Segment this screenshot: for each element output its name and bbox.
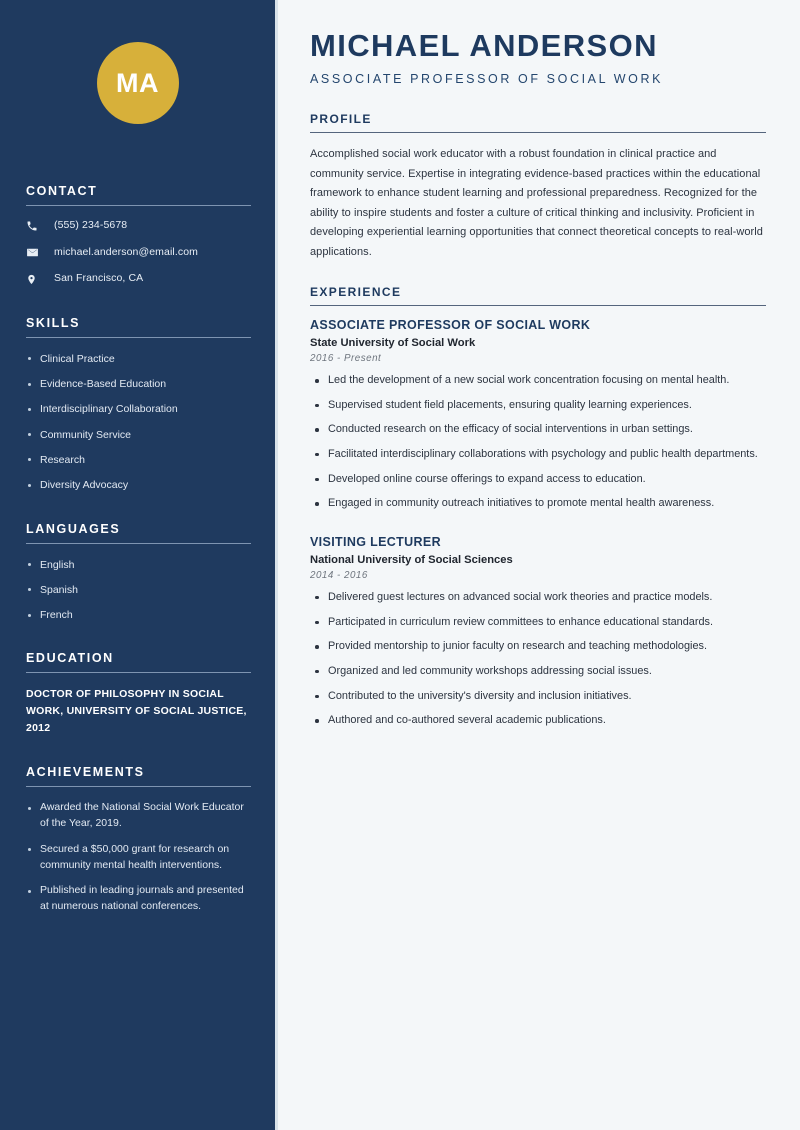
languages-section	[0, 522, 275, 624]
list-item: Research	[26, 452, 251, 468]
list-item: Led the development of a new social work concentration focusing on mental health.	[310, 372, 766, 390]
list-item: Spanish	[26, 582, 251, 598]
job-title-subtitle: ASSOCIATE PROFESSOR OF SOCIAL WORK	[310, 71, 664, 86]
sidebar	[0, 0, 278, 1130]
list-item: Organized and led community workshops addressing social issues.	[310, 663, 766, 681]
contact-location-value: San Francisco, CA	[54, 272, 144, 285]
avatar-container	[0, 0, 275, 124]
experience-entry	[310, 318, 766, 513]
experience-dates: 2014 - 2016	[310, 569, 368, 581]
experience-bullets	[310, 589, 766, 730]
list-item: Awarded the National Social Work Educator of the Year, 2019.	[26, 800, 251, 832]
profile-divider	[310, 132, 766, 134]
experience-role: VISITING LECTURER	[310, 534, 441, 549]
education-heading: EDUCATION	[26, 651, 114, 666]
list-item: Community Service	[26, 427, 251, 443]
list-item: English	[26, 557, 251, 573]
experience-entry	[310, 535, 766, 730]
list-item: Published in leading journals and presented at numerous national conferences.	[26, 883, 251, 915]
profile-section	[310, 112, 766, 263]
list-item: Authored and co-authored several academic publications.	[310, 712, 766, 730]
experience-dates: 2016 - Present	[310, 353, 382, 365]
skills-heading: SKILLS	[26, 315, 81, 330]
experience-heading: EXPERIENCE	[310, 284, 402, 299]
list-item: Secured a $50,000 grant for research on community mental health interventions.	[26, 842, 251, 874]
experience-role: ASSOCIATE PROFESSOR OF SOCIAL WORK	[310, 318, 591, 333]
education-section	[0, 651, 275, 737]
skills-divider	[26, 337, 251, 338]
contact-email-value: michael.anderson@email.com	[54, 245, 198, 258]
contact-phone-value: (555) 234-5678	[54, 219, 128, 231]
experience-bullets	[310, 372, 766, 513]
experience-divider	[310, 305, 766, 307]
achievements-list	[26, 800, 251, 915]
profile-heading: PROFILE	[310, 111, 372, 126]
list-item: Evidence-Based Education	[26, 376, 251, 392]
list-item: Engaged in community outreach initiatives to promote mental health awareness.	[310, 495, 766, 513]
skills-list	[26, 351, 251, 494]
list-item: Supervised student field placements, ensuring quality learning experiences.	[310, 397, 766, 415]
education-divider	[26, 672, 251, 673]
languages-list	[26, 557, 251, 624]
main-content	[278, 0, 800, 1130]
profile-text: Accomplished social work educator with a robust foundation in clinical practice and community service. Expertise in integrating evidence-based practices within the educational framework to enhance student learning and professional preparedness. Recognized for the ability to inspire students and foster a culture of critical thinking and inclusivity. Proficient in developing experiential learning opportunities that connect theoretical concepts to real-world applications.	[310, 148, 763, 258]
list-item: Developed online course offerings to expand access to education.	[310, 471, 766, 489]
list-item: Clinical Practice	[26, 351, 251, 367]
contact-item-location	[26, 272, 251, 286]
contact-heading: CONTACT	[26, 184, 98, 198]
list-item: Diversity Advocacy	[26, 477, 251, 493]
list-item: Facilitated interdisciplinary collaborations with psychology and public health departments.	[310, 446, 766, 464]
experience-organization: National University of Social Sciences	[310, 553, 513, 566]
experience-section	[310, 285, 766, 730]
contact-item-phone	[26, 219, 251, 233]
languages-divider	[26, 543, 251, 544]
education-entry: DOCTOR OF PHILOSOPHY IN SOCIAL WORK, UNIVERSITY OF SOCIAL JUSTICE, 2012	[26, 688, 247, 735]
experience-organization: State University of Social Work	[310, 337, 476, 350]
envelope-icon	[26, 246, 45, 259]
phone-icon	[26, 220, 45, 232]
list-item: Interdisciplinary Collaboration	[26, 401, 251, 417]
list-item: Conducted research on the efficacy of social interventions in urban settings.	[310, 421, 766, 439]
list-item: Delivered guest lectures on advanced social work theories and practice models.	[310, 589, 766, 607]
languages-heading: LANGUAGES	[26, 521, 121, 536]
location-pin-icon	[26, 273, 45, 286]
achievements-section	[0, 765, 275, 915]
contact-section	[0, 184, 275, 286]
achievements-heading: ACHIEVEMENTS	[26, 765, 145, 780]
contact-item-email	[26, 246, 251, 260]
contact-divider	[26, 205, 251, 206]
avatar-initials: MA	[97, 42, 179, 124]
skills-section	[0, 316, 275, 494]
page-title: MICHAEL ANDERSON	[310, 28, 658, 63]
list-item: Provided mentorship to junior faculty on research and teaching methodologies.	[310, 638, 766, 656]
list-item: Contributed to the university's diversity and inclusion initiatives.	[310, 688, 766, 706]
list-item: Participated in curriculum review committees to enhance educational standards.	[310, 614, 766, 632]
list-item: French	[26, 607, 251, 623]
achievements-divider	[26, 786, 251, 787]
